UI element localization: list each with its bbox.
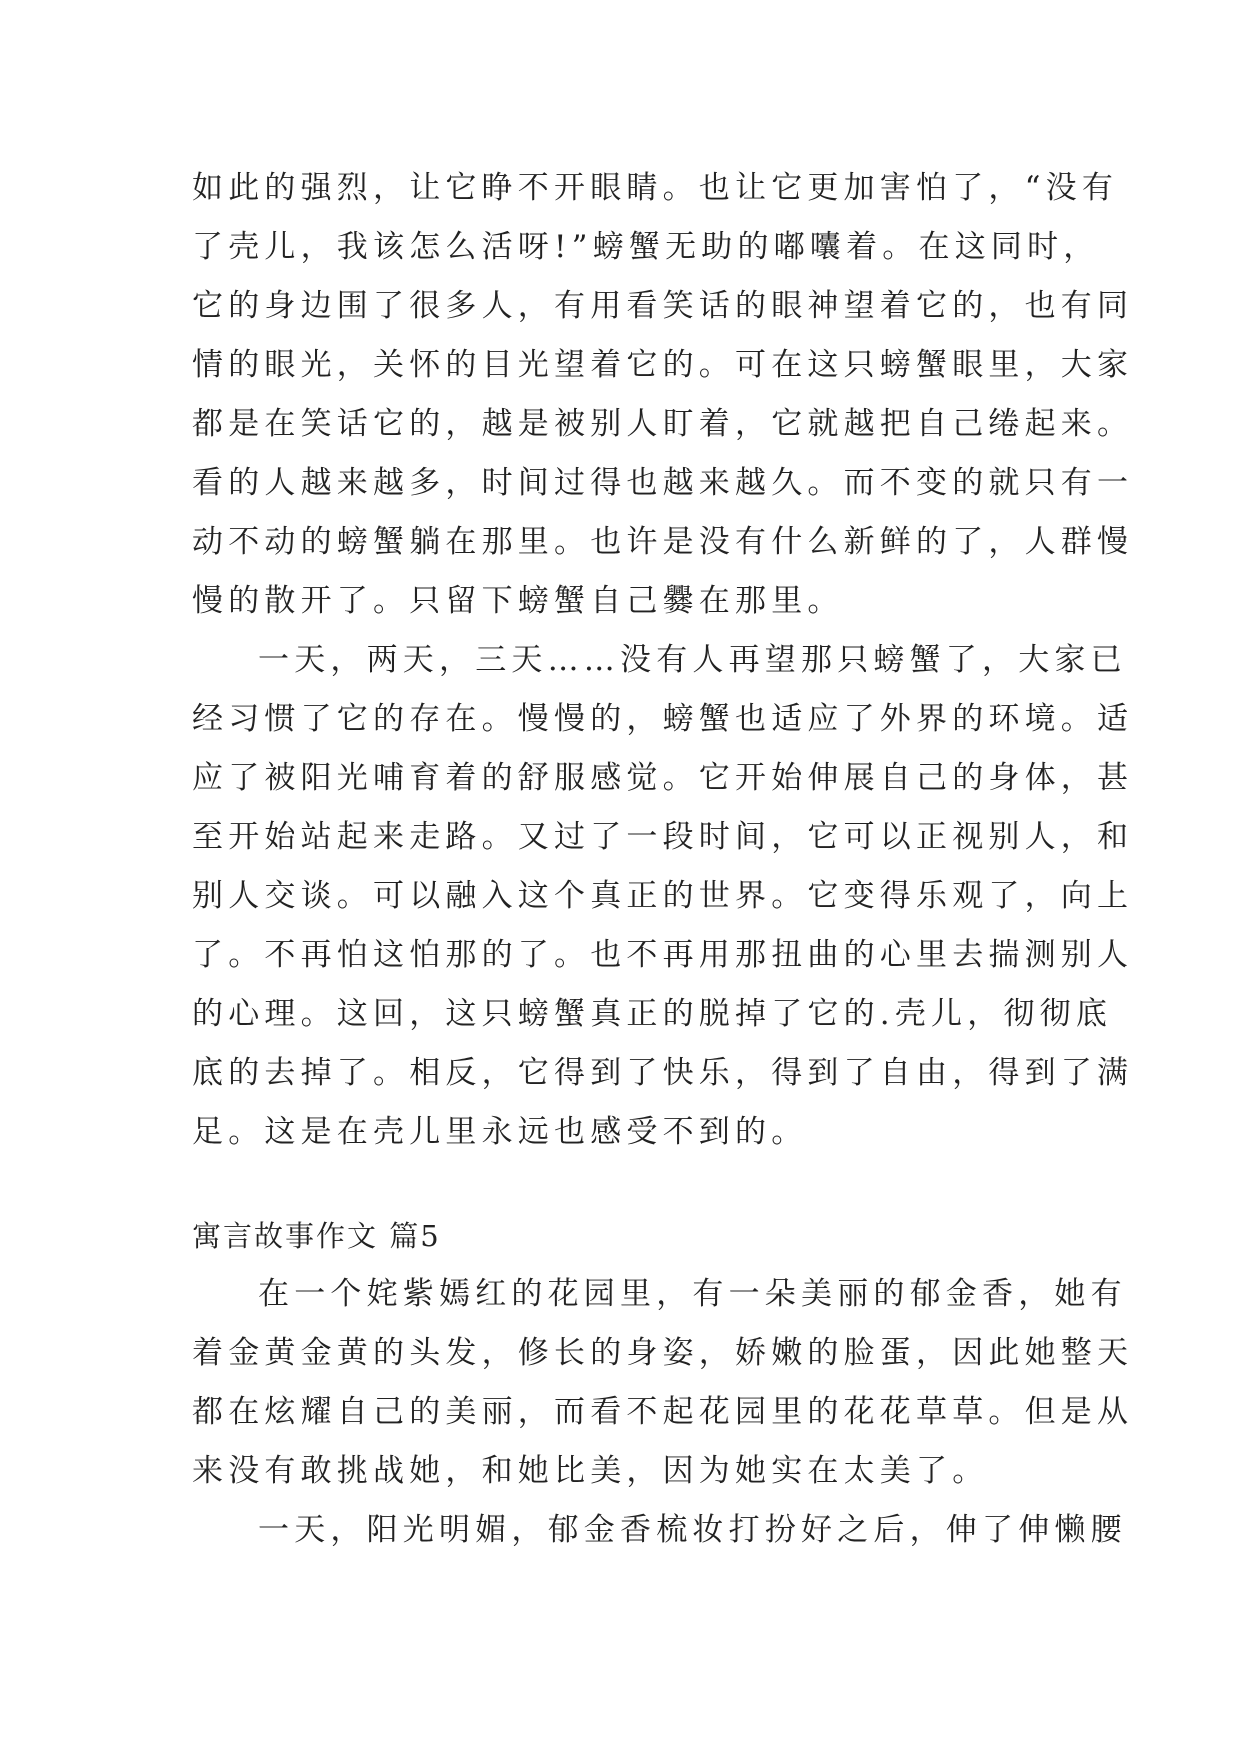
text-line: 一天，两天，三天……没有人再望那只螃蟹了，大家已 xyxy=(258,642,1127,678)
text-line: 的心理。这回，这只螃蟹真正的脱掉了它的.壳儿，彻彻底 xyxy=(192,996,1113,1032)
text-line: 动不动的螃蟹躺在那里。也许是没有什么新鲜的了，人群慢 xyxy=(192,524,1134,560)
text-line: 应了被阳光哺育着的舒服感觉。它开始伸展自己的身体，甚 xyxy=(192,760,1134,796)
text-line: 慢的散开了。只留下螃蟹自己爨在那里。 xyxy=(192,583,844,619)
text-line: 看的人越来越多，时间过得也越来越久。而不变的就只有一 xyxy=(192,465,1134,501)
text-line: 了壳儿，我该怎么活呀!”螃蟹无助的嘟囔着。在这同时， xyxy=(192,229,1100,265)
text-line: 如此的强烈，让它睁不开眼睛。也让它更加害怕了，“没有 xyxy=(192,170,1119,206)
text-line: 别人交谈。可以融入这个真正的世界。它变得乐观了，向上 xyxy=(192,878,1134,914)
text-line: 底的去掉了。相反，它得到了快乐，得到了自由，得到了满 xyxy=(192,1055,1134,1091)
text-line: 来没有敢挑战她，和她比美，因为她实在太美了。 xyxy=(192,1453,989,1489)
text-line: 了。不再怕这怕那的了。也不再用那扭曲的心里去揣测别人 xyxy=(192,937,1134,973)
text-line: 它的身边围了很多人，有用看笑话的眼神望着它的，也有同 xyxy=(192,288,1134,324)
text-line: 一天，阳光明媚，郁金香梳妆打扮好之后，伸了伸懒腰 xyxy=(258,1512,1127,1548)
text-line: 着金黄金黄的头发，修长的身姿，娇嫩的脸蛋，因此她整天 xyxy=(192,1335,1134,1371)
section-heading: 寓言故事作文 篇5 xyxy=(192,1219,441,1253)
text-line: 都是在笑话它的，越是被别人盯着，它就越把自己绻起来。 xyxy=(192,406,1134,442)
text-line: 在一个姹紫嫣红的花园里，有一朵美丽的郁金香，她有 xyxy=(258,1276,1127,1312)
text-line: 情的眼光，关怀的目光望着它的。可在这只螃蟹眼里，大家 xyxy=(192,347,1134,383)
text-line: 至开始站起来走路。又过了一段时间，它可以正视别人，和 xyxy=(192,819,1134,855)
text-line: 经习惯了它的存在。慢慢的，螃蟹也适应了外界的环境。适 xyxy=(192,701,1134,737)
text-line: 足。这是在壳儿里永远也感受不到的。 xyxy=(192,1114,808,1150)
text-line: 都在炫耀自己的美丽，而看不起花园里的花花草草。但是从 xyxy=(192,1394,1134,1430)
